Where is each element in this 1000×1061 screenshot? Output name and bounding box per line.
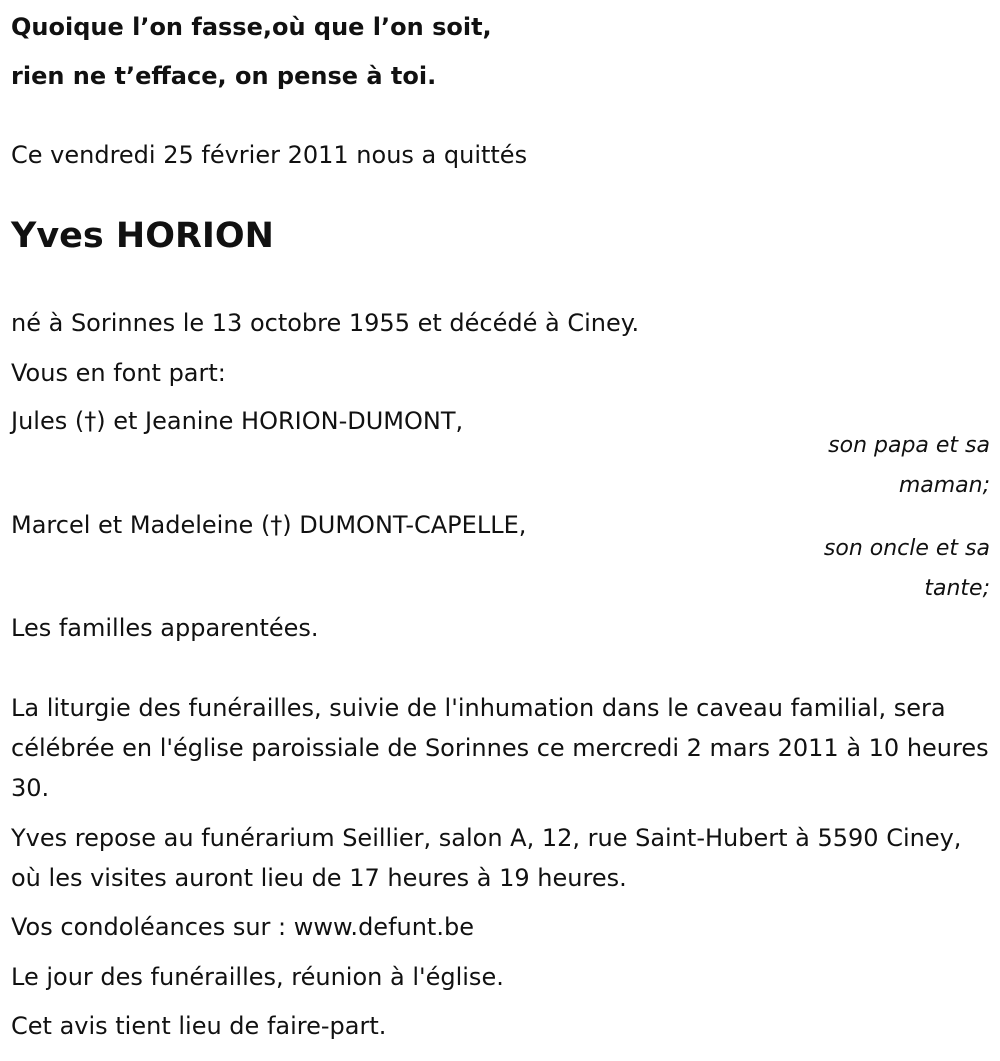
deceased-name: Yves HORION (11, 216, 274, 256)
poem-line-1: Quoique l’on fasse,où que l’on soit, (11, 13, 492, 41)
reunion-text: Le jour des funérailles, réunion à l'église. (11, 963, 504, 991)
announce-text: Vous en font part: (11, 359, 226, 387)
birth-death-text: né à Sorinnes le 13 octobre 1955 et décédé à Ciney. (11, 309, 640, 337)
liturgy-paragraph: La liturgie des funérailles, suivie de l'inhumation dans le caveau familial, sera célébrée en l'église paroissiale de Sorinnes ce mercredi 2 mars 2011 à 10 heures 30. (11, 694, 989, 802)
poem-line-2: rien ne t’efface, on pense à toi. (11, 62, 437, 90)
visitation-paragraph: Yves repose au funérarium Seillier, salon A, 12, rue Saint-Hubert à 5590 Ciney, où les visites auront lieu de 17 heures à 19 heures. (11, 824, 962, 892)
family-member-names: Marcel et Madeleine (†) DUMONT-CAPELLE, (11, 511, 527, 539)
family-member-names: Jules (†) et Jeanine HORION-DUMONT, (11, 407, 464, 435)
intro-text: Ce vendredi 25 février 2011 nous a quittés (11, 141, 528, 169)
notice-text: Cet avis tient lieu de faire-part. (11, 1012, 387, 1040)
family-member-relation: son papa et sa maman; (828, 433, 990, 498)
family-member-relation: son oncle et sa tante; (823, 536, 990, 601)
relatives-text: Les familles apparentées. (11, 614, 319, 642)
condolences-text: Vos condoléances sur : www.defunt.be (11, 913, 474, 941)
